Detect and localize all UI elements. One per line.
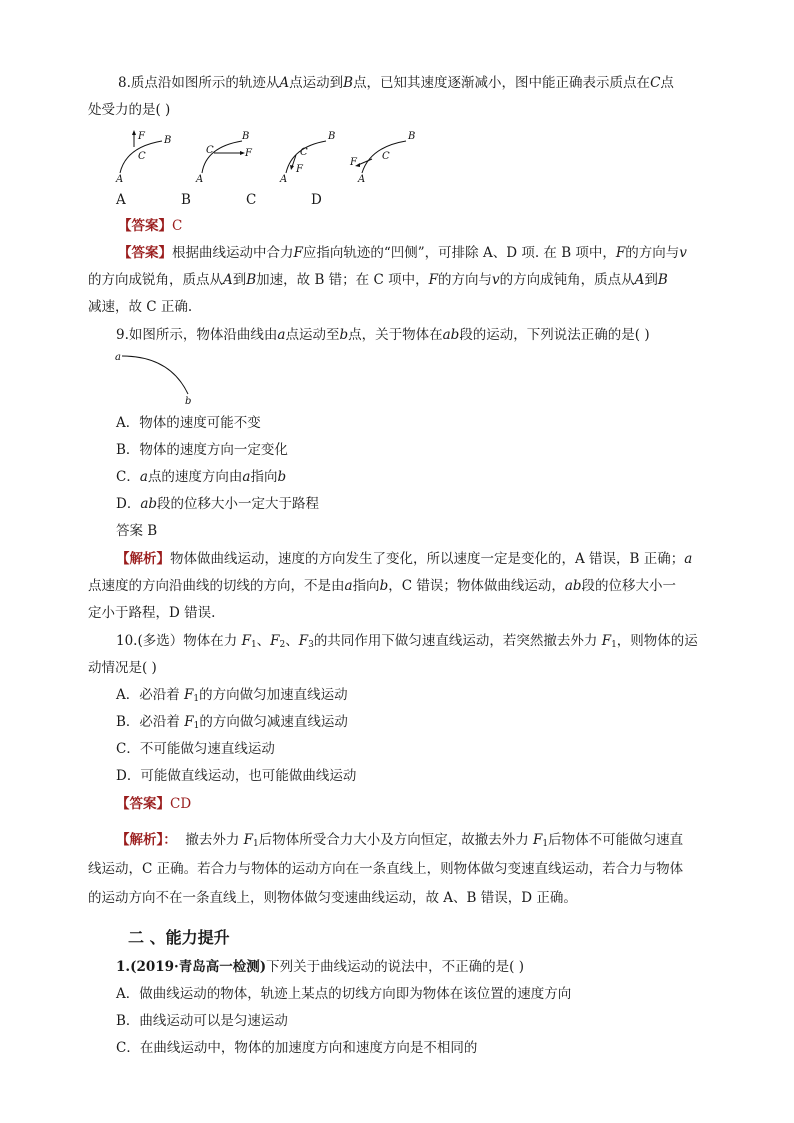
q8-expl-line1: 【答案】根据曲线运动中合力F应指向轨迹的“凹侧”，可排除 A、D 项. 在 B 项中，F的方向与v <box>118 245 687 261</box>
svg-text:F: F <box>138 131 145 142</box>
q8-option-label-b: B <box>181 192 191 208</box>
svg-text:A: A <box>116 174 124 185</box>
svg-text:F: F <box>350 157 357 168</box>
p1-option-b: B．曲线运动可以是匀速运动 <box>116 1013 288 1029</box>
q9-expl-line2: 点速度的方向沿曲线的切线的方向，不是由a指向b，C 错误；物体做曲线运动，ab段的位移大小一 <box>88 578 677 594</box>
svg-text:B: B <box>328 131 336 142</box>
svg-text:C: C <box>138 151 146 162</box>
q10-expl-line1: 【解析】： 撤去外力 $F_1$后物体所受合力大小及方向恒定，故撤去外力 $F_1$后物体不可能做匀速直 <box>116 832 684 849</box>
q8-expl-line2: 的方向成锐角，质点从A到B加速，故 B 错；在 C 项中，F的方向与v的方向成钝角，质点从A到B <box>88 272 668 288</box>
svg-text:F: F <box>296 164 303 175</box>
svg-text:B: B <box>242 131 250 142</box>
q8-stem-line1: 8.质点沿如图所示的轨迹从A点运动到B点，已知其速度逐渐减小，图中能正确表示质点在C点 <box>118 75 674 91</box>
q8-option-label-c: C <box>246 192 257 208</box>
q9-figure <box>112 350 202 405</box>
q9-option-d: D．ab段的位移大小一定大于路程 <box>116 496 320 512</box>
q8-figure-a <box>115 130 171 185</box>
q9-expl-line1: 【解析】物体做曲线运动，速度的方向发生了变化，所以速度一定是变化的，A 错误，B 正确；a <box>116 551 693 567</box>
svg-text:A: A <box>280 174 288 185</box>
p1-stem: 1.(2019·青岛高一检测)下列关于曲线运动的说法中，不正确的是( ) <box>116 959 524 975</box>
q9-expl-line3: 定小于路程，D 错误. <box>88 605 216 621</box>
q10-expl-line3: 的运动方向不在一条直线上，则物体做匀变速曲线运动，故 A、B 错误，D 正确。 <box>88 890 577 906</box>
q9-option-c: C．a点的速度方向由a指向b <box>116 469 287 485</box>
section-heading: 二 、能力提升 <box>128 928 230 947</box>
svg-text:F: F <box>245 148 252 159</box>
svg-text:B: B <box>408 131 416 142</box>
svg-text:C: C <box>206 145 214 156</box>
q8-answer: 【答案】C <box>118 218 183 234</box>
svg-text:A: A <box>358 174 366 185</box>
q8-expl-line3: 减速，故 C 正确. <box>88 299 193 315</box>
q8-option-label-d: D <box>311 192 322 208</box>
q10-option-c: C．不可能做匀速直线运动 <box>116 741 275 757</box>
svg-text:A: A <box>196 174 204 185</box>
q9-stem: 9.如图所示，物体沿曲线由a点运动至b点，关于物体在ab段的运动，下列说法正确的是( ) <box>116 327 650 343</box>
q9-option-b: B．物体的速度方向一定变化 <box>116 442 288 458</box>
q10-option-b: B．必沿着 $F_1$的方向做匀减速直线运动 <box>116 714 348 731</box>
q10-option-d: D．可能做直线运动，也可能做曲线运动 <box>116 768 357 784</box>
p1-option-a: A．做曲线运动的物体，轨迹上某点的切线方向即为物体在该位置的速度方向 <box>116 986 572 1002</box>
q8-figure-b <box>195 131 253 185</box>
q10-stem-line2: 动情况是( ) <box>88 660 157 676</box>
svg-text:B: B <box>164 135 172 146</box>
q9-answer: 答案 B <box>116 523 158 539</box>
q8-figure-d <box>349 131 415 185</box>
svg-text:C: C <box>382 151 390 162</box>
q9-option-a: A．物体的速度可能不变 <box>116 415 261 431</box>
q10-stem-line1: 10.(多选）物体在力 $F_1$、$F_2$、$F_3$的共同作用下做匀速直线运动，若突然撤去外力 $F_1$，则物体的运 <box>116 633 698 650</box>
q8-figures <box>110 125 430 185</box>
q8-figure-c <box>279 131 335 185</box>
p1-option-c: C．在曲线运动中，物体的加速度方向和速度方向是不相同的 <box>116 1040 478 1056</box>
q8-stem-line2: 处受力的是( ) <box>88 102 171 118</box>
svg-text:a: a <box>115 352 121 363</box>
svg-text:b: b <box>185 396 192 405</box>
q10-answer: 【答案】CD <box>116 796 192 812</box>
svg-text:C: C <box>300 147 308 158</box>
q10-option-a: A．必沿着 $F_1$的方向做匀加速直线运动 <box>116 687 348 704</box>
q10-expl-line2: 线运动，C 正确。若合力与物体的运动方向在一条直线上，则物体做匀变速直线运动，若合力与物体 <box>88 861 684 877</box>
q8-option-label-a: A <box>116 192 126 208</box>
